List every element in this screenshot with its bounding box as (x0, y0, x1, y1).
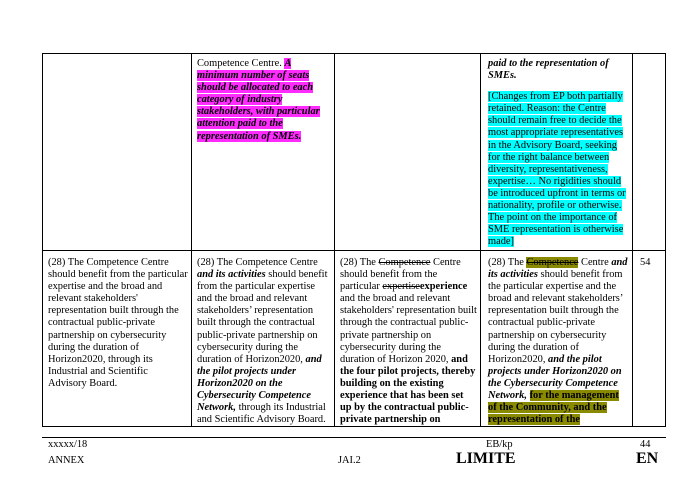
row1-col4-cell (488, 58, 628, 248)
table-divider-3 (480, 53, 481, 427)
row1-col2-highlight: A minimum number of seats should be allocated to each category of industry stakeholders, with particular attention paid to the representation of SMEs. (197, 58, 320, 142)
footer-initials: EB/kp (486, 439, 513, 450)
footer-limite: LIMITE (456, 450, 516, 467)
row2-col2-e: through its Industrial and Scientific Advisory Board. (197, 402, 326, 426)
row2-col4-d: should benefit from the particular expertise and the broad and relevant stakeholders’ representation built through the contractual public-private partnership on cybersecurity during the duration of Horizon2020, (488, 269, 623, 365)
row2-col1-text: (28) The Competence Centre should benefit from the particular expertise and the broad and relevant stakeholders' representation built through the contractual public-private partnership on cybersecurity during the duration of Horizon2020, through its Industrial and Scientific Advisory Board. (48, 257, 188, 389)
row2-col3-c: and the broad and relevant stakeholders' representation built through the contractual public-private partnership on cybersecurity during the duration of Horizon 2020, (340, 293, 477, 365)
row2-col4-a: (28) The (488, 257, 527, 268)
footer-lang: EN (636, 450, 659, 467)
row2-col4-b: Centre (578, 257, 612, 268)
row2-col3-bold: and the four pilot projects, thereby building on the existing experience that has been set up by the contractual public-private partnership on (340, 353, 476, 426)
table-divider-2 (334, 53, 335, 427)
row2-col3-del1: Competence (378, 257, 431, 268)
footer-annex: ANNEX (48, 455, 85, 466)
table-divider-4 (632, 53, 633, 427)
row2-col2-cell (197, 257, 332, 426)
table-divider-1 (191, 53, 192, 427)
row2-col1-cell (48, 257, 188, 390)
row2-col3-cell (340, 257, 477, 426)
row1-col4-note: [Changes from EP both partially retained. Reason: the Centre should remain free to decide the most appropriate representatives in the Advisory Board, seeking for the right balance between diversity, representativeness, expertise… No rigidities should be introduced upfront in terms or nationality, profile or otherwise. The point on the importance of SME representation is otherwise made] (488, 91, 626, 248)
table-row-divider (42, 250, 666, 251)
row2-col2-b: and its activities (197, 269, 266, 281)
table-border-top (42, 53, 666, 54)
footer-page: 44 (640, 439, 651, 450)
footer-unit: JAI.2 (338, 455, 361, 466)
row2-col3-del2: expertise (382, 281, 420, 293)
row2-col2-d: and the pilot projects under Horizon2020 on the Cybersecurity Competence Network, (197, 353, 322, 414)
table-border-right (665, 53, 666, 427)
row2-col4-del1: Competence (526, 257, 579, 268)
row2-col4-g: for the management of the Community, and the representation of the (488, 390, 619, 426)
row1-col4-top: paid to the representation of SMEs. (488, 58, 609, 82)
row2-col4-c: and its activities (488, 257, 628, 281)
footer-ref: xxxxx/18 (48, 439, 88, 450)
row2-col3-b: Centre should benefit from the particular (340, 257, 461, 293)
row2-col2-c: should benefit from the particular expertise and the broad and relevant stakeholders’ representation built through the contractual public-private partnership on cybersecurity during the duration of Horizon2020, (197, 269, 328, 365)
row2-number: 54 (640, 257, 651, 268)
footer-rule (42, 437, 666, 438)
row2-col3-ins1: experience (419, 281, 468, 293)
row2-col2-a: (28) The Competence Centre (197, 257, 318, 268)
row2-col4-e: and the pilot projects under Horizon2020 on the Cybersecurity Competence Network, (488, 353, 622, 402)
row1-col2-cell (197, 58, 330, 143)
row1-col2-plain: Competence Centre. (197, 58, 285, 69)
row2-col3-a: (28) The (340, 257, 379, 268)
row2-col4-cell (488, 257, 628, 426)
table-border-left (42, 53, 43, 427)
